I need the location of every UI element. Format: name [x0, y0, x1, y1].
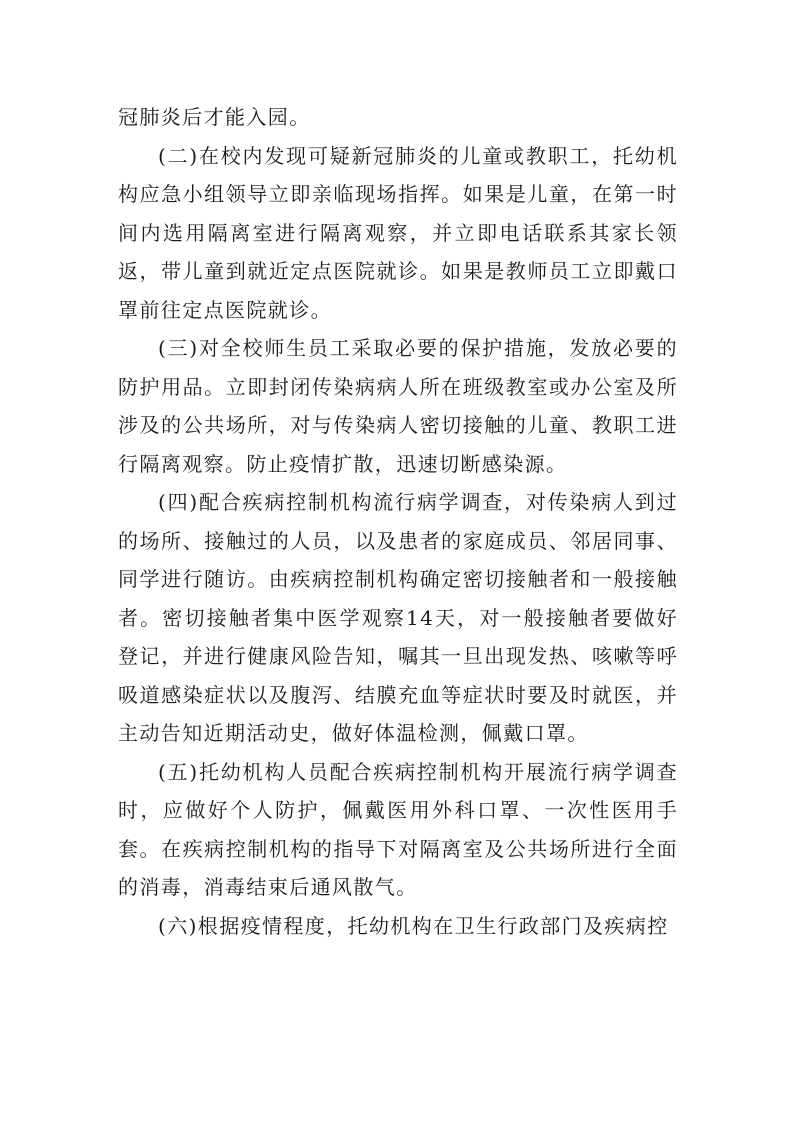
paragraph-section-5: (五)托幼机构人员配合疾病控制机构开展流行病学调查时，应做好个人防护，佩戴医用外科口罩、一次性医用手套。在疾病控制机构的指导下对隔离室及公共场所进行全面的消毒，消毒结束后通风散气。: [118, 759, 678, 899]
paragraph-section-4: (四)配合疾病控制机构流行病学调查，对传染病人到过的场所、接触过的人员，以及患者的家庭成员、邻居同事、同学进行随访。由疾病控制机构确定密切接触者和一般接触者。密切接触者集中医学观察14天，对一般接触者要做好登记，并进行健康风险告知，嘱其一旦出现发热、咳嗽等呼吸道感染症状以及腹泻、结膜充血等症状时要及时就医，并主动告知近期活动史，做好体温检测，佩戴口罩。: [118, 490, 678, 745]
paragraph-section-3: (三)对全校师生员工采取必要的保护措施，发放必要的防护用品。立即封闭传染病病人所在班级教室或办公室及所涉及的公共场所，对与传染病人密切接触的儿童、教职工进行隔离观察。防止疫情扩散，迅速切断感染源。: [118, 336, 678, 476]
paragraph-continuation: 冠肺炎后才能入园。: [118, 105, 311, 129]
document-body: [118, 98, 678, 945]
paragraph-section-6: (六)根据疫情程度，托幼机构在卫生行政部门及疾病控: [158, 913, 669, 938]
paragraph-section-2: (二)在校内发现可疑新冠肺炎的儿童或教职工，托幼机构应急小组领导立即亲临现场指挥。如果是儿童，在第一时间内选用隔离室进行隔离观察，并立即电话联系其家长领返，带儿童到就近定点医院就诊。如果是教师员工立即戴口罩前往定点医院就诊。: [118, 143, 678, 322]
